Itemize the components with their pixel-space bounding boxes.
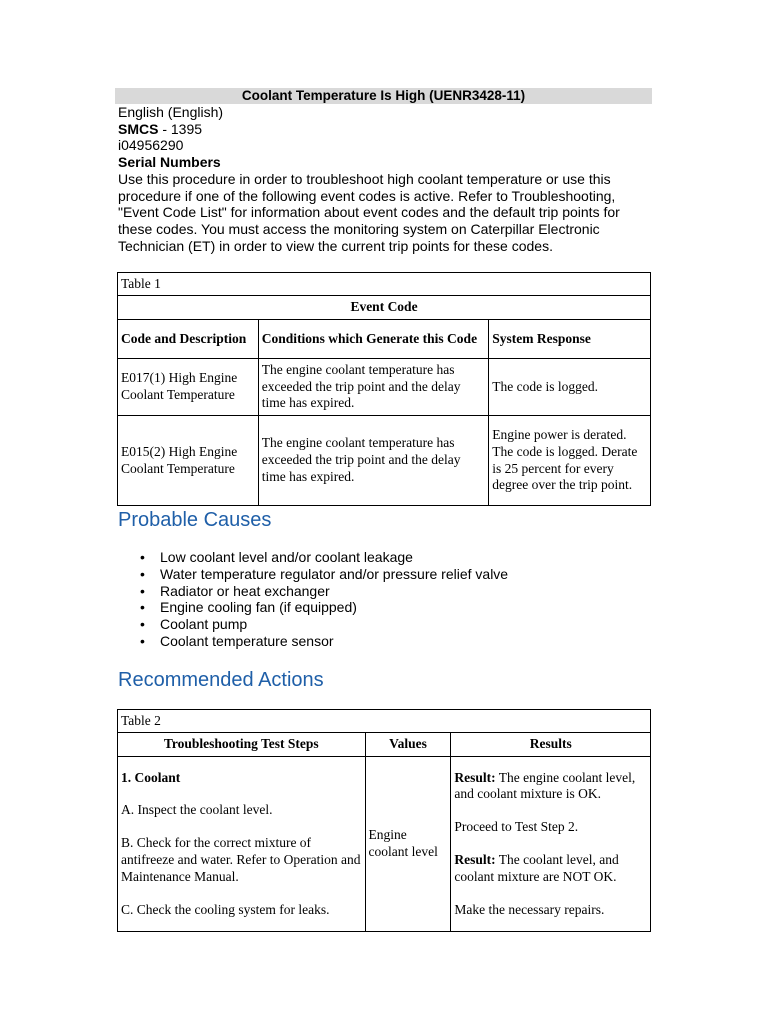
bullet-icon: • — [140, 549, 145, 565]
bullet-icon: • — [140, 599, 145, 616]
result-ok-action: Proceed to Test Step 2. — [454, 819, 579, 835]
table1-col-code: Code and Description — [118, 320, 259, 359]
result-not-ok-action: Make the necessary repairs. — [454, 901, 605, 917]
test-step-c: C. Check the cooling system for leaks. — [121, 901, 330, 917]
event-code-cell: E015(2) High Engine Coolant Temperature — [118, 416, 259, 506]
table-row — [118, 416, 651, 506]
table-row — [118, 757, 651, 932]
recommended-actions-heading: Recommended Actions — [118, 669, 324, 691]
test-step-a: A. Inspect the coolant level. — [121, 802, 273, 818]
serial-numbers-label: Serial Numbers — [118, 154, 221, 171]
result-not-ok: Result: The coolant level, and coolant mixture are NOT OK. — [454, 852, 619, 884]
test-step-cell — [118, 757, 366, 932]
list-item: • Radiator or heat exchanger — [140, 582, 330, 599]
event-code-table — [117, 272, 651, 506]
smcs-line — [118, 121, 638, 138]
list-item: • Water temperature regulator and/or pressure relief valve — [140, 565, 509, 582]
list-item: • Coolant temperature sensor — [140, 632, 334, 649]
smcs-value: - 1395 — [158, 120, 203, 137]
page-title: Coolant Temperature Is High (UENR3428-11) — [115, 88, 652, 104]
intro-paragraph: Use this procedure in order to troubleshoot high coolant temperature or use this procedure if one of the following event codes is active. Refer to Troubleshooting, "Event Code List" for information about event codes and the default trip points for these codes. You must access the monitoring system on Caterpillar Electronic Technician (ET) in order to view the current trip points for these codes. — [118, 171, 620, 254]
event-code-cell: E017(1) High Engine Coolant Temperature — [118, 359, 259, 416]
document-meta — [118, 104, 638, 171]
bullet-icon: • — [140, 565, 145, 582]
bullet-icon: • — [140, 582, 145, 599]
bullet-icon: • — [140, 616, 145, 633]
results-cell — [451, 757, 651, 932]
value-cell: Engine coolant level — [365, 757, 451, 932]
response-cell: The code is logged. — [489, 359, 651, 416]
troubleshooting-table — [117, 709, 651, 932]
test-step-title: 1. Coolant — [121, 769, 181, 785]
document-id: i04956290 — [118, 137, 184, 154]
response-cell: Engine power is derated. The code is logged. Derate is 25 percent for every degree over the trip point. — [489, 416, 651, 506]
list-item: • Coolant pump — [140, 616, 248, 633]
list-item: • Engine cooling fan (if equipped) — [140, 599, 357, 616]
conditions-cell: The engine coolant temperature has exceeded the trip point and the delay time has expired. — [258, 359, 489, 416]
table1-heading: Event Code — [118, 296, 651, 320]
result-ok: Result: The engine coolant level, and coolant mixture is OK. — [454, 769, 636, 802]
table2-caption: Table 2 — [118, 710, 651, 733]
table1-col-conditions: Conditions which Generate this Code — [258, 320, 489, 359]
probable-causes-heading: Probable Causes — [118, 509, 272, 531]
smcs-label: SMCS — [118, 120, 159, 137]
table2-col-values: Values — [365, 733, 451, 757]
list-item: • Low coolant level and/or coolant leakage — [140, 549, 413, 565]
table-row — [118, 359, 651, 416]
conditions-cell: The engine coolant temperature has exceeded the trip point and the delay time has expired. — [258, 416, 489, 506]
bullet-icon: • — [140, 632, 145, 649]
table2-col-steps: Troubleshooting Test Steps — [118, 733, 366, 757]
test-step-b: B. Check for the correct mixture of antifreeze and water. Refer to Operation and Maintenance Manual. — [121, 835, 361, 884]
table1-col-response: System Response — [489, 320, 651, 359]
probable-causes-list — [118, 549, 508, 650]
table1-caption: Table 1 — [118, 273, 651, 296]
language-label: English (English) — [118, 104, 224, 120]
table2-col-results: Results — [451, 733, 651, 757]
